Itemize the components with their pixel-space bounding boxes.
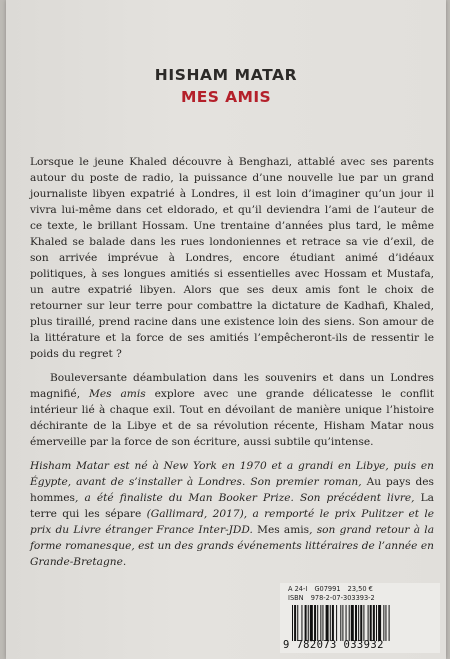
barcode-bar xyxy=(376,605,377,641)
barcode-bar xyxy=(292,605,293,641)
barcode-bar xyxy=(314,605,316,641)
barcode-bar xyxy=(308,605,309,641)
barcode-bar xyxy=(332,605,334,641)
barcode-bar xyxy=(342,605,343,641)
barcode-bar xyxy=(305,605,307,641)
price-label: 23,50 € xyxy=(347,585,373,593)
barcode-bar xyxy=(330,605,331,641)
barcode-bar xyxy=(301,605,302,641)
barcode-bar xyxy=(378,605,381,641)
author-name: HISHAM MATAR xyxy=(154,66,298,84)
barcode-bar xyxy=(385,605,386,641)
praise-text-before: Bouleversante déambulation dans les souvenirs et dans un Londres magnifié, xyxy=(30,372,434,400)
bio-text-2: , a été finaliste du Man Booker Prize. Son précédent livre, xyxy=(75,492,415,504)
barcode-bar xyxy=(363,605,364,641)
barcode-bar xyxy=(297,605,298,641)
praise-paragraph xyxy=(30,370,434,450)
isbn-number: 978-2-07-303393-2 xyxy=(310,594,375,602)
bio-book-3: Mes amis xyxy=(257,524,310,536)
barcode-bar xyxy=(310,605,313,641)
barcode-graphic xyxy=(292,605,432,641)
book-title: MES AMIS xyxy=(180,88,272,106)
barcode-bar xyxy=(340,605,341,641)
isbn-label: ISBN xyxy=(288,594,304,602)
barcode-label xyxy=(280,583,440,653)
barcode-bar xyxy=(294,605,296,641)
barcode-bar xyxy=(368,605,369,641)
barcode-bar xyxy=(383,605,384,641)
author-bio xyxy=(30,458,434,570)
barcode-bar xyxy=(389,605,390,641)
edition-code: A 24-I xyxy=(288,585,308,593)
praise-book-title: Mes amis xyxy=(89,388,146,400)
bio-text-4: , son grand retour à la forme romanesque, est un des grands événements littéraires de l’année en Grande-Bretagne. xyxy=(30,524,435,568)
barcode-bar xyxy=(370,605,372,641)
barcode-bar xyxy=(373,605,375,641)
barcode-bar xyxy=(349,605,350,641)
bio-text-1: Hisham Matar est né à New York en 1970 et a grandi en Libye, puis en Égypte, avant de s’installer à Londres. Son premier roman, xyxy=(30,460,434,488)
barcode-bar xyxy=(355,605,357,641)
barcode-bar xyxy=(346,605,347,641)
barcode-bar xyxy=(326,605,329,641)
isbn-line xyxy=(288,594,380,602)
bio-text-3: (Gallimard, 2017), a remporté le prix Pulitzer et le prix du Livre étranger France Inter-JDD. xyxy=(30,508,435,536)
barcode-digits: 9 782073 033932 xyxy=(283,639,384,651)
barcode-bar xyxy=(320,605,321,641)
barcode-bar xyxy=(317,605,318,641)
bio-book-2: La terre qui les sépare xyxy=(30,492,434,520)
barcode-bar xyxy=(351,605,354,641)
barcode-bar xyxy=(358,605,359,641)
product-codes xyxy=(288,585,378,593)
bio-book-1: Au pays des hommes xyxy=(30,476,434,504)
barcode-bar xyxy=(336,605,337,641)
barcode-bar xyxy=(360,605,362,641)
reference-code: G07991 xyxy=(314,585,341,593)
summary-paragraph: Lorsque le jeune Khaled découvre à Benghazi, attablé avec ses parents autour du poste de radio, la puissance d’une nouvelle lue par un grand journaliste libyen expatrié à Londres, il est loin d’imaginer qu’un jour il vivra lui-même dans cet eldorado, et qu’il deviendra l’ami de l’auteur de ce texte, le brillant Hossam. Une trentaine d’années plus tard, le même Khaled se balade dans les rues londoniennes et retrace sa vie d’exil, de son arrivée imprévue à Londres, encore étudiant animé d’idéaux politiques, à ses longues amitiés si essentielles avec Hossam et Mustafa, un autre expatrié libyen. Alors que ses deux amis font le choix de retourner sur leur terre pour combattre la dictature de Kadhafi, Khaled, plus tiraillé, prend racine dans une existence loin des siens. Son amour de la littérature et la force de ses amitiés l’empêcheront-ils de ressentir le poids du regret ? xyxy=(30,156,434,360)
back-cover-text xyxy=(30,154,434,570)
barcode-bar xyxy=(322,605,323,641)
book-back-cover xyxy=(6,0,446,659)
praise-text-after: explore avec une grande délicatesse le conflit intérieur lié à chaque exil. Tout en dévoilant de manière unique l’histoire déchirante de la Libye et de sa révolution récente, Hisham Matar nous émerveille par la force de son écriture, aussi subtile qu’intense. xyxy=(30,388,435,448)
